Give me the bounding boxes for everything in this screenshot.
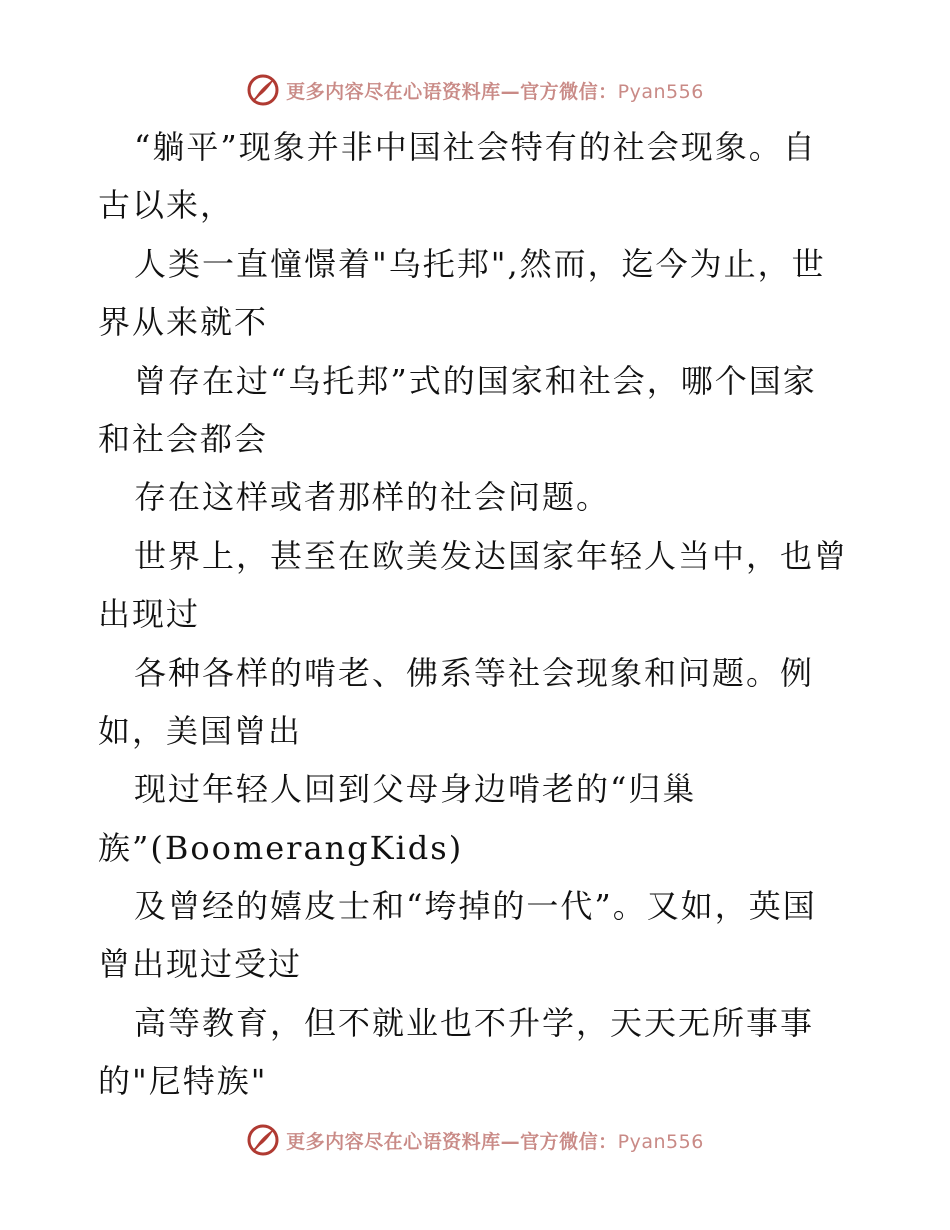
quill-circle-icon: [246, 1123, 280, 1157]
body-line: 曾出现过受过: [98, 945, 303, 984]
body-line: 出现过: [98, 595, 201, 634]
body-line: 古以来，: [98, 186, 235, 225]
header-watermark: [0, 70, 950, 110]
body-line: 和社会都会: [98, 419, 269, 458]
body-line: 及曾经的嬉皮士和“垮掉的一代”。又如，英国: [134, 887, 817, 926]
body-line: 曾存在过“乌托邦”式的国家和社会，哪个国家: [134, 361, 817, 400]
document-body: [98, 118, 858, 1111]
quill-circle-icon: [246, 73, 280, 107]
body-line: 现过年轻人回到父母身边啃老的“归巢: [134, 770, 697, 809]
body-line: 世界上，甚至在欧美发达国家年轻人当中，也曾: [134, 536, 849, 575]
body-line: 各种各样的啃老、佛系等社会现象和问题。例: [134, 653, 815, 692]
watermark-text: 更多内容尽在心语资料库—官方微信：Pyan556: [286, 80, 704, 103]
body-line: 人类一直憧憬着"乌托邦",然而，迄今为止，世: [134, 244, 826, 283]
body-line: 界从来就不: [98, 303, 269, 342]
body-line: 族”(BoomerangKids): [98, 828, 464, 867]
body-line: “躺平”现象并非中国社会特有的社会现象。自: [134, 128, 817, 166]
body-line: 高等教育，但不就业也不升学，天天无所事事: [134, 1003, 815, 1042]
body-line: 如，美国曾出: [98, 711, 303, 750]
watermark-text: 更多内容尽在心语资料库—官方微信：Pyan556: [286, 1130, 704, 1153]
body-line: 的"尼特族": [98, 1062, 268, 1101]
body-line: 存在这样或者那样的社会问题。: [134, 478, 611, 517]
footer-watermark: [0, 1120, 950, 1160]
